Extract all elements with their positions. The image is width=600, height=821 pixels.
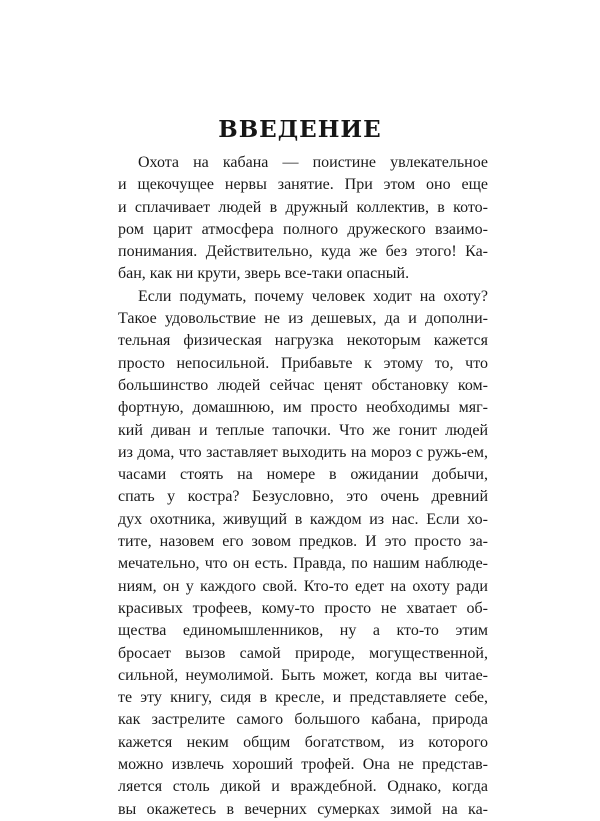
text-line: и сплачивает людей в дружный коллектив, в кото- xyxy=(118,198,488,216)
text-line: сильной, неумолимой. Быть может, когда вы читае- xyxy=(118,666,488,684)
text-line: фортную, домашнюю, им просто необходимы мяг- xyxy=(118,399,488,417)
text-line: тите, назовем его зовом предков. И это просто за- xyxy=(118,533,488,551)
text-line: ляется столь дикой и враждебной. Однако, когда xyxy=(118,778,488,796)
text-line: Такое удовольствие не из дешевых, да и дополни- xyxy=(118,310,488,328)
text-line: бросает вызов самой природе, могущественной, xyxy=(118,644,488,662)
text-line: спать у костра? Безусловно, это очень древний xyxy=(118,488,488,506)
text-line: кажется неким общим богатством, из которого xyxy=(118,733,488,751)
text-line: понимания. Действительно, куда же без этого! Ка- xyxy=(118,243,488,261)
text-line: дух охотника, живущий в каждом из нас. Если хо- xyxy=(118,510,488,528)
chapter-title: ВВЕДЕНИЕ xyxy=(218,116,382,143)
text-line: ниям, он у каждого свой. Кто-то едет на охоту ради xyxy=(118,577,488,595)
text-line: просто непосильной. Прибавьте к этому то, что xyxy=(118,354,488,372)
text-line: красивых трофеев, кому-то просто не хватает об- xyxy=(118,599,488,617)
text-line: щества единомышленников, ну а кто-то этим xyxy=(118,622,488,640)
text-line: кий диван и теплые тапочки. Что же гонит людей xyxy=(118,421,488,439)
text-line: можно извлечь хороший трофей. Она не представ- xyxy=(118,756,488,774)
text-line: как застрелите самого большого кабана, природа xyxy=(118,711,488,729)
text-line: бан, как ни крути, зверь все-таки опасный. xyxy=(118,265,410,283)
text-line: те эту книгу, сидя в кресле, и представляете себе, xyxy=(118,689,488,707)
text-line: из дома, что заставляет выходить на мороз с ружь-ем, xyxy=(118,443,488,461)
text-line: часами стоять на номере в ожидании добычи, xyxy=(118,466,488,484)
text-line: Если подумать, почему человек ходит на охоту? xyxy=(138,287,488,305)
text-line: ром царит атмосфера полного дружеского взаимо- xyxy=(118,220,488,238)
text-line: большинство людей сейчас ценят обстановку ком- xyxy=(118,376,488,394)
text-line: мечательно, что он есть. Правда, по нашим наблюде- xyxy=(118,555,488,573)
text-line: тельная физическая нагрузка некоторым кажется xyxy=(118,332,488,350)
chapter-body xyxy=(118,152,488,821)
text-line: Охота на кабана — поистине увлекательное xyxy=(138,154,488,171)
text-line: вы окажетесь в вечерних сумерках зимой на ка- xyxy=(118,800,488,818)
text-line: и щекочущее нервы занятие. При этом оно еще xyxy=(118,176,488,194)
